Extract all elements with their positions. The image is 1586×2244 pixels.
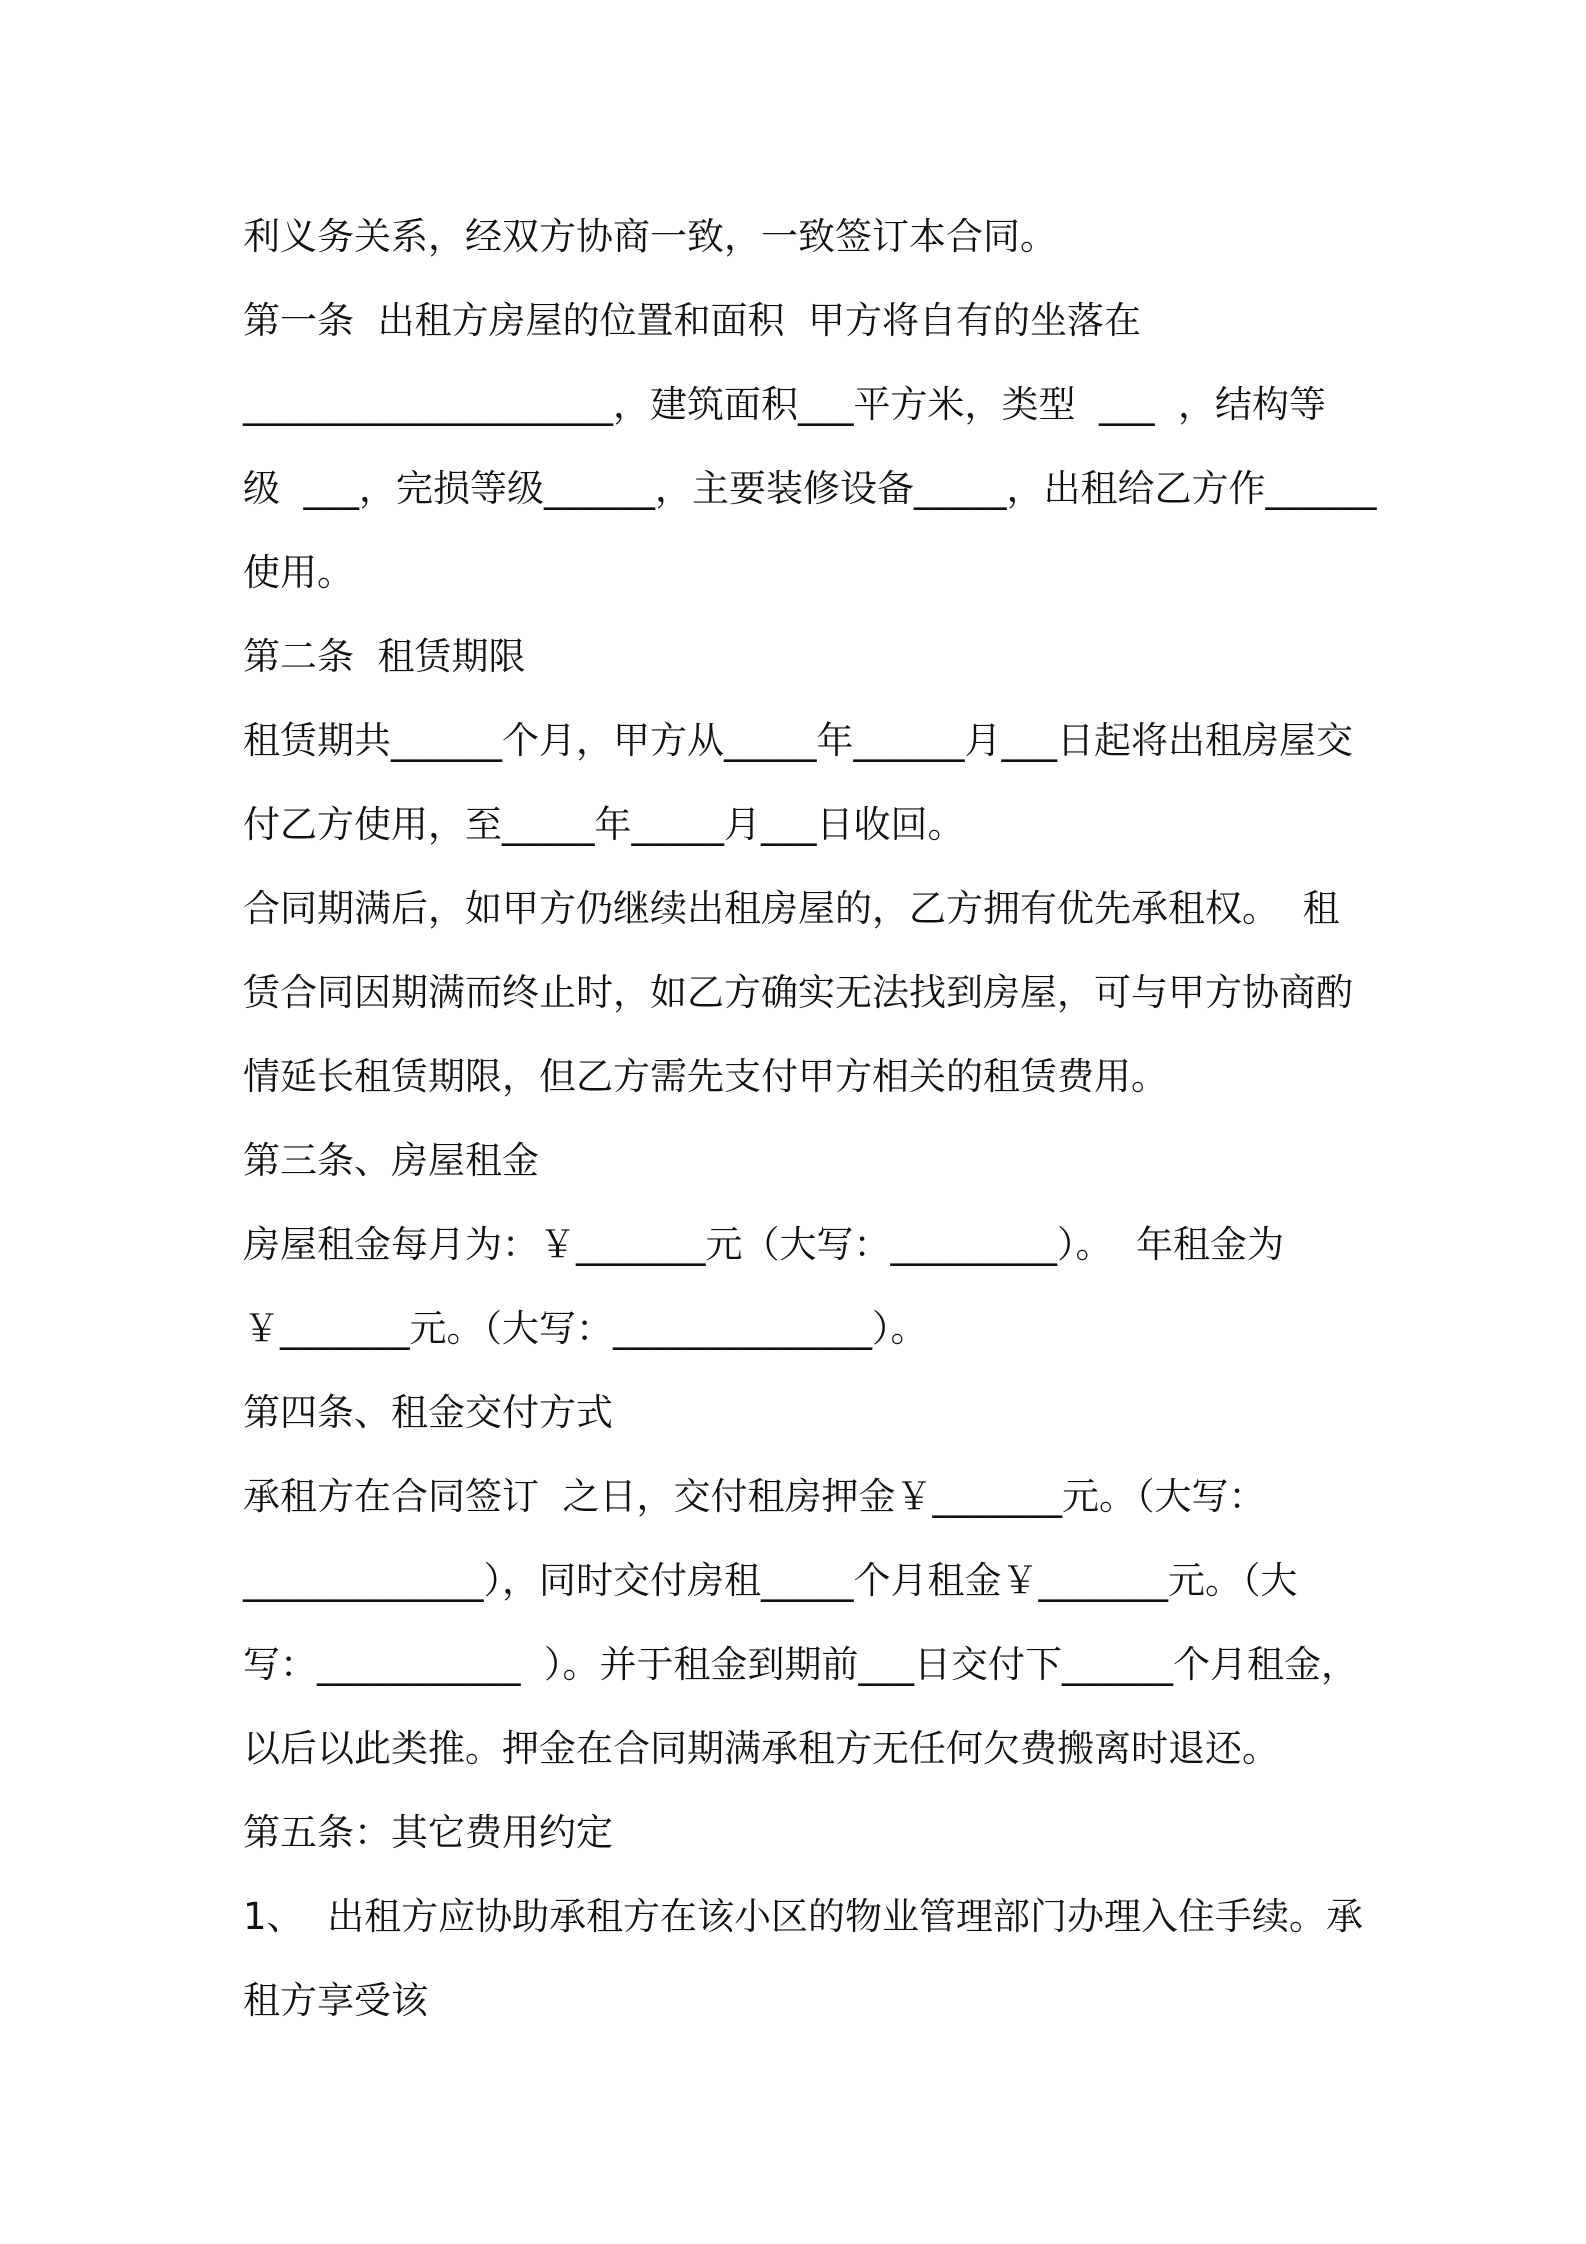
text-line-17: _____________），同时交付房租_____个月租金￥_______元。（大 (243, 1559, 1298, 1602)
article-2-heading: 第二条 租赁期限 (243, 635, 526, 678)
article-5-heading: 第五条：其它费用约定 (243, 1811, 613, 1854)
text-line-11: 情延长租赁期限，但乙方需先支付甲方相关的租赁费用。 (243, 1055, 1168, 1098)
text-line-14: ￥_______元。（大写：______________）。 (243, 1307, 928, 1350)
text-line-9: 合同期满后，如甲方仍继续出租房屋的，乙方拥有优先承租权。 租 (243, 887, 1340, 930)
text-line-1: 利义务关系，经双方协商一致，一致签订本合同。 (243, 215, 1057, 258)
text-line-7: 租赁期共______个月，甲方从_____年______月___日起将出租房屋交 (243, 719, 1353, 762)
article-4-heading: 第四条、租金交付方式 (243, 1391, 613, 1434)
text-line-5: 使用。 (243, 551, 354, 594)
text-line-10: 赁合同因期满而终止时，如乙方确实无法找到房屋，可与甲方协商酌 (243, 971, 1353, 1014)
text-line-22: 租方享受该 (243, 1979, 428, 2022)
text-line-13: 房屋租金每月为：￥_______元（大写：_________）。 年租金为 (243, 1223, 1285, 1266)
text-line-3: ____________________，建筑面积___平方米，类型 ___ ，结构等 (243, 383, 1327, 426)
text-line-19: 以后以此类推。押金在合同期满承租方无任何欠费搬离时退还。 (243, 1727, 1279, 1770)
article-3-heading: 第三条、房屋租金 (243, 1139, 539, 1182)
text-line-8: 付乙方使用，至_____年_____月___日收回。 (243, 803, 965, 846)
article-1-heading: 第一条 出租方房屋的位置和面积 甲方将自有的坐落在 (243, 299, 1142, 342)
text-line-21: 1、 出租方应协助承租方在该小区的物业管理部门办理入住手续。承 (243, 1895, 1364, 1938)
text-line-4: 级 ___，完损等级______，主要装修设备_____，出租给乙方作______ (243, 467, 1377, 510)
text-line-16: 承租方在合同签订 之日，交付租房押金￥_______元。（大写： (243, 1475, 1266, 1518)
contract-text (243, 195, 1377, 2043)
text-line-18: 写：___________ ）。并于租金到期前___日交付下______个月租金， (243, 1643, 1359, 1686)
